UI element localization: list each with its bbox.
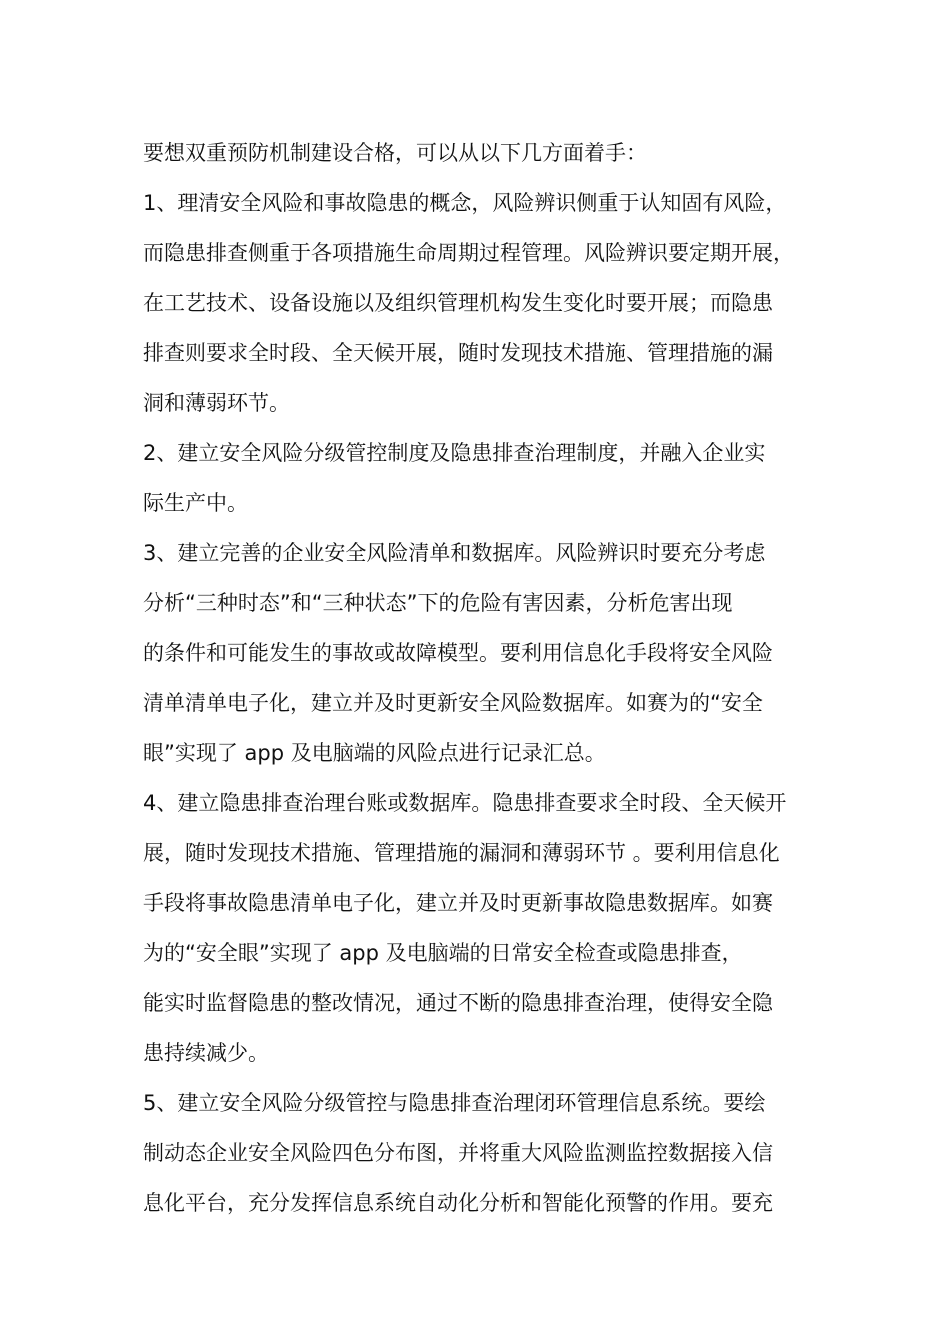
text-line: 洞和薄弱环节。 bbox=[143, 391, 290, 415]
text-line: 清单清单电子化，建立并及时更新安全风险数据库。如赛为的“安全 bbox=[143, 691, 763, 715]
text-line: 展，随时发现技术措施、管理措施的漏洞和薄弱环节 。要利用信息化 bbox=[143, 841, 780, 865]
text-line: 2、建立安全风险分级管控制度及隐患排查治理制度，并融入企业实 bbox=[143, 441, 766, 465]
text-line-intro: 要想双重预防机制建设合格，可以从以下几方面着手： bbox=[143, 141, 647, 165]
text-line: 为的“安全眼”实现了 app 及电脑端的日常安全检查或隐患排查， bbox=[143, 941, 743, 965]
text-line: 制动态企业安全风险四色分布图，并将重大风险监测监控数据接入信 bbox=[143, 1141, 773, 1165]
text-line: 际生产中。 bbox=[143, 491, 248, 515]
text-line: 的条件和可能发生的事故或故障模型。要利用信息化手段将安全风险 bbox=[143, 641, 773, 665]
text-line: 手段将事故隐患清单电子化，建立并及时更新事故隐患数据库。如赛 bbox=[143, 891, 773, 915]
text-line: 排查则要求全时段、全天候开展，随时发现技术措施、管理措施的漏 bbox=[143, 341, 773, 365]
text-line: 而隐患排查侧重于各项措施生命周期过程管理。风险辨识要定期开展， bbox=[143, 241, 794, 265]
text-line: 在工艺技术、设备设施以及组织管理机构发生变化时要开展；而隐患 bbox=[143, 291, 773, 315]
text-line: 5、建立安全风险分级管控与隐患排查治理闭环管理信息系统。要绘 bbox=[143, 1091, 766, 1115]
text-line: 分析“三种时态”和“三种状态”下的危险有害因素，分析危害出现 bbox=[143, 591, 733, 615]
text-line: 4、建立隐患排查治理台账或数据库。隐患排查要求全时段、全天候开 bbox=[143, 791, 787, 815]
text-line: 能实时监督隐患的整改情况，通过不断的隐患排查治理，使得安全隐 bbox=[143, 991, 773, 1015]
text-line: 眼”实现了 app 及电脑端的风险点进行记录汇总。 bbox=[143, 741, 606, 765]
text-line: 息化平台，充分发挥信息系统自动化分析和智能化预警的作用。要充 bbox=[143, 1191, 773, 1215]
text-line: 患持续减少。 bbox=[143, 1041, 269, 1065]
text-line: 3、建立完善的企业安全风险清单和数据库。风险辨识时要充分考虑 bbox=[143, 541, 766, 565]
document-body bbox=[143, 128, 823, 1228]
text-line: 1、理清安全风险和事故隐患的概念，风险辨识侧重于认知固有风险， bbox=[143, 191, 787, 215]
